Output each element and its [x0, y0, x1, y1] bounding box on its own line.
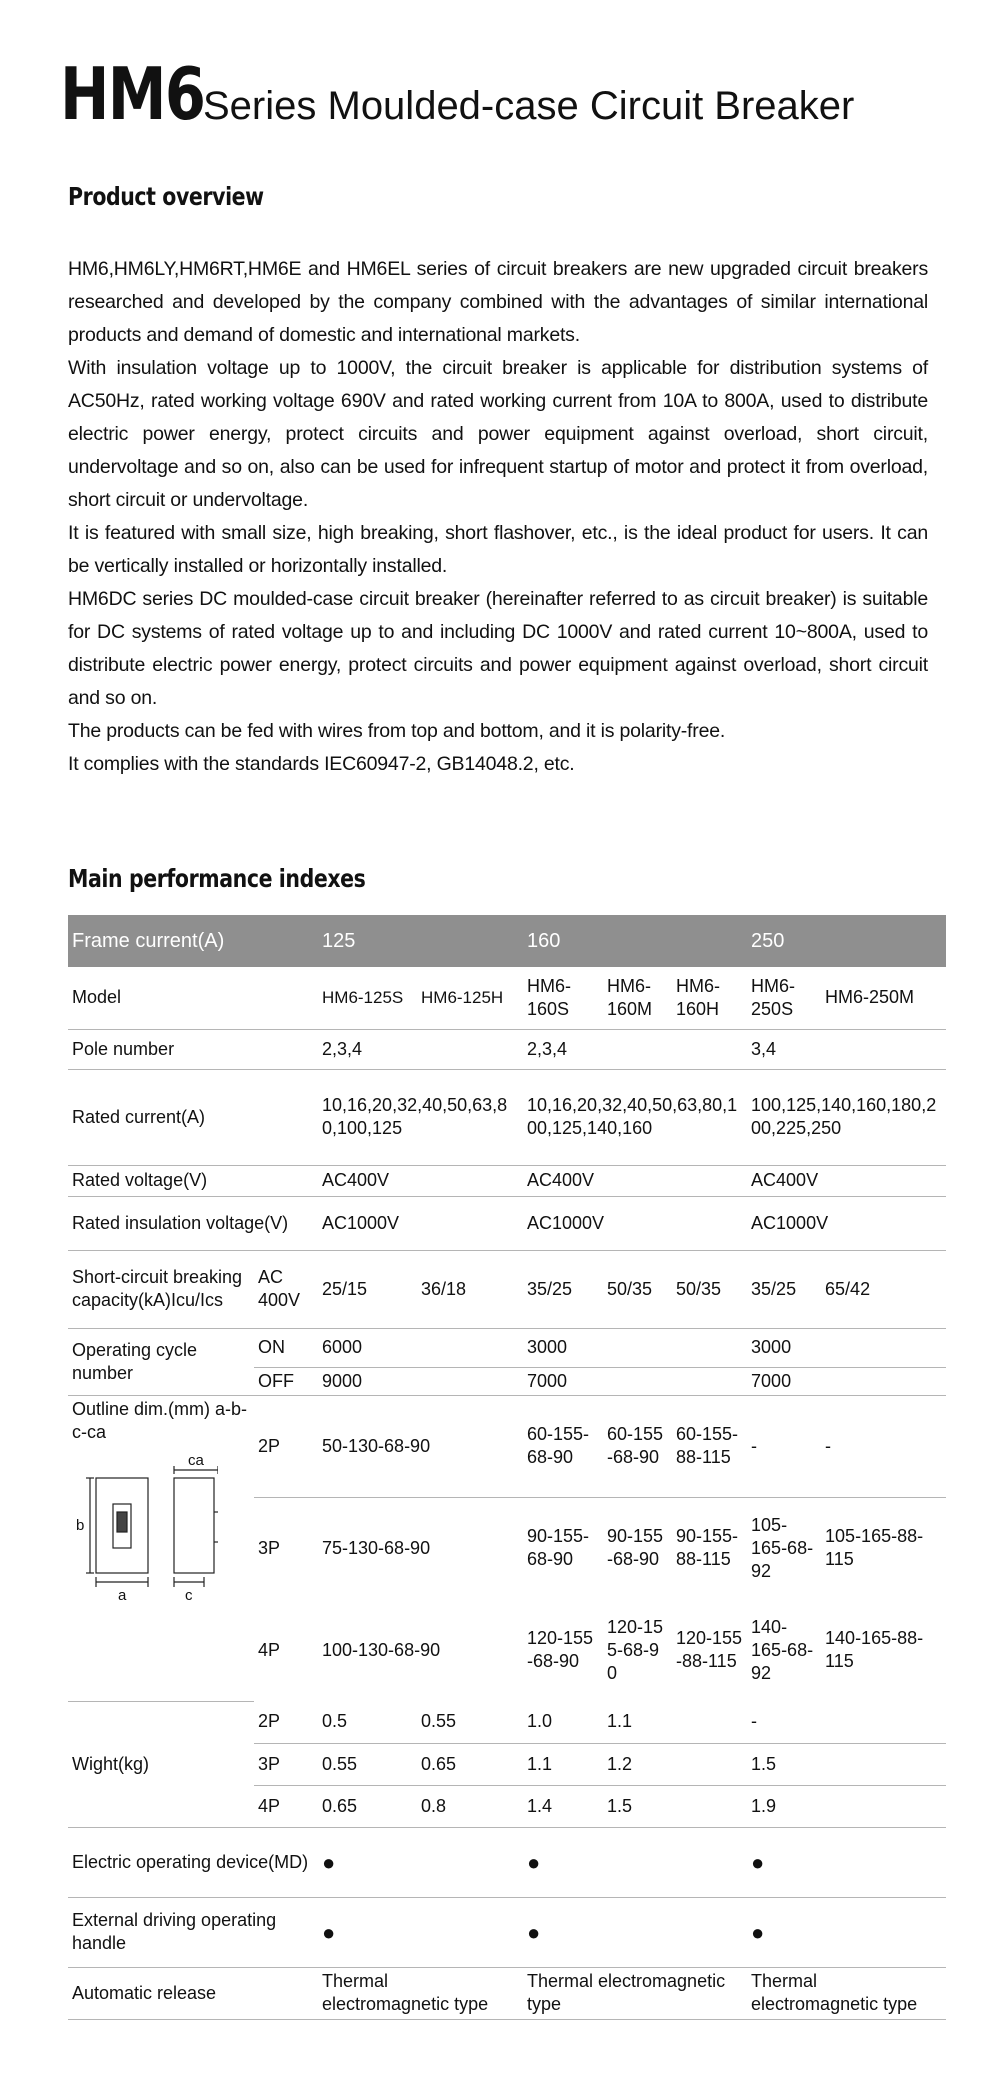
outline-cell: 140-165-68-92: [751, 1616, 814, 1683]
row-label-rated-voltage: Rated voltage(V): [68, 1165, 318, 1196]
breaking-cell: 25/15: [318, 1250, 417, 1328]
table-row: [68, 1395, 946, 1497]
cycle-off-cell: 9000: [318, 1367, 523, 1395]
weight-cell: -: [747, 1701, 946, 1743]
outline-cell: 140-165-88-115: [825, 1628, 924, 1671]
outline-cell: 120-155-68-90: [527, 1628, 594, 1671]
weight-cell: 0.55: [318, 1743, 417, 1785]
weight-cell: 1.1: [603, 1701, 747, 1743]
model-cell: HM6-160H: [672, 967, 747, 1029]
breaking-cell: 36/18: [417, 1250, 523, 1328]
outline-cell: 75-130-68-90: [322, 1537, 431, 1558]
outline-sub: 4P: [258, 1639, 281, 1660]
rated-voltage-cell: AC400V: [318, 1165, 523, 1196]
outline-cell: 100-130-68-90: [322, 1639, 441, 1660]
table-row: [68, 1328, 946, 1367]
cycle-on-cell: 3000: [747, 1328, 946, 1367]
table-row: [68, 1701, 946, 1743]
table-row: [68, 1250, 946, 1328]
rated-current-cell: 10,16,20,32,40,50,63,80,100,125: [318, 1069, 523, 1165]
breaking-cell: 35/25: [523, 1250, 603, 1328]
outline-sub: 3P: [258, 1537, 281, 1558]
frame-250: 250: [747, 915, 946, 967]
frame-125: 125: [318, 915, 523, 967]
outline-cell: 60-155-88-115: [672, 1395, 747, 1497]
breaking-sub: AC 400V: [254, 1250, 318, 1328]
auto-release-cell: Thermal electromagnetic type: [747, 1967, 946, 2019]
table-row: [68, 1165, 946, 1196]
insulation-cell: AC1000V: [318, 1196, 523, 1250]
outline-dimension-diagram: [72, 1452, 218, 1602]
outline-cell: 90-155-68-90: [607, 1526, 664, 1570]
cycle-off-cell: 7000: [747, 1367, 946, 1395]
overview-paragraph: HM6,HM6LY,HM6RT,HM6E and HM6EL series of circuit breakers are new upgraded circuit breakers researched and developed by the company combined with the advantages of similar international products and demand of domestic and international markets.: [68, 258, 928, 346]
outline-cell: 60-155-68-90: [523, 1395, 603, 1497]
model-cell: HM6-160S: [523, 967, 603, 1029]
row-label-auto-release: Automatic release: [68, 1967, 318, 2019]
cycle-on-sub: ON: [254, 1328, 318, 1367]
weight-cell: 1.5: [603, 1785, 747, 1827]
diagram-label-ca: ca: [188, 1451, 204, 1469]
cycle-off-cell: 7000: [523, 1367, 747, 1395]
outline-cell: 90-155-88-115: [676, 1526, 739, 1570]
outline-cell: 105-165-68-92: [751, 1514, 814, 1581]
insulation-cell: AC1000V: [747, 1196, 946, 1250]
table-row: [68, 1196, 946, 1250]
frame-current-label: Frame current(A): [68, 915, 318, 967]
weight-sub: 3P: [254, 1743, 318, 1785]
row-label-weight: Wight(kg): [68, 1701, 254, 1827]
feature-dot: ●: [747, 1827, 946, 1897]
table-header-row: [68, 915, 946, 967]
outline-cell: -: [747, 1395, 821, 1497]
diagram-label-b: b: [76, 1516, 85, 1534]
breaking-cell: 50/35: [672, 1250, 747, 1328]
table-row: [68, 1029, 946, 1069]
model-cell: HM6-250S: [747, 967, 821, 1029]
diagram-label-c: c: [185, 1586, 193, 1602]
feature-dot: ●: [318, 1827, 523, 1897]
frame-160: 160: [523, 915, 747, 967]
weight-cell: 1.2: [603, 1743, 747, 1785]
weight-sub: 2P: [254, 1701, 318, 1743]
row-label-breaking: Short-circuit breaking capacity(kA)Icu/Ics: [68, 1250, 254, 1328]
row-label-rated-current: Rated current(A): [68, 1069, 318, 1165]
overview-paragraph: The products can be fed with wires from top and bottom, and it is polarity-free.: [68, 720, 726, 742]
overview-paragraph: HM6DC series DC moulded-case circuit breaker (hereinafter referred to as circuit breaker) is suitable for DC systems of rated voltage up to and including DC 1000V and rated current 10~800A, used to distribute electric power energy, protect circuits and power equipment against overload, short circuit and so on.: [68, 588, 928, 709]
weight-cell: 0.55: [417, 1701, 523, 1743]
row-label-insulation: Rated insulation voltage(V): [68, 1196, 318, 1250]
outline-cell: 120-155-88-115: [676, 1628, 743, 1671]
row-label-external-handle: External driving operating handle: [68, 1897, 318, 1967]
feature-dot: ●: [523, 1897, 747, 1967]
overview-paragraph: It complies with the standards IEC60947-2, GB14048.2, etc.: [68, 753, 575, 775]
outline-cell: 60-155-68-90: [603, 1395, 672, 1497]
title-series: Series Moulded-case Circuit Breaker: [203, 84, 855, 128]
overview-heading: Product overview: [68, 182, 264, 211]
model-cell: HM6-125S: [318, 967, 417, 1029]
weight-cell: 1.1: [523, 1743, 603, 1785]
outline-cell: 120-155-68-90: [607, 1616, 664, 1683]
performance-heading: Main performance indexes: [68, 864, 366, 893]
weight-cell: 1.0: [523, 1701, 603, 1743]
outline-cell: 50-130-68-90: [318, 1395, 523, 1497]
weight-cell: 0.65: [318, 1785, 417, 1827]
feature-dot: ●: [523, 1827, 747, 1897]
breaking-cell: 65/42: [821, 1250, 946, 1328]
performance-table: [68, 915, 946, 2020]
weight-cell: 1.5: [747, 1743, 946, 1785]
auto-release-cell: Thermal electromagnetic type: [523, 1967, 747, 2019]
title-model: HM6: [60, 52, 205, 136]
model-cell: HM6-125H: [417, 967, 523, 1029]
feature-dot: ●: [318, 1897, 523, 1967]
cycle-on-cell: 6000: [318, 1328, 523, 1367]
rated-current-cell: 10,16,20,32,40,50,63,80,100,125,140,160: [523, 1069, 747, 1165]
cycle-off-sub: OFF: [254, 1367, 318, 1395]
pole-cell: 3,4: [747, 1029, 946, 1069]
cycle-on-cell: 3000: [523, 1328, 747, 1367]
feature-dot: ●: [747, 1897, 946, 1967]
model-cell: HM6-250M: [821, 967, 946, 1029]
weight-sub: 4P: [254, 1785, 318, 1827]
rated-voltage-cell: AC400V: [523, 1165, 747, 1196]
row-label-cycle: Operating cycle number: [68, 1328, 254, 1395]
row-label-outline: Outline dim.(mm) a-b-c-ca: [72, 1398, 248, 1442]
table-row: [68, 967, 946, 1029]
diagram-label-a: a: [118, 1586, 127, 1602]
outline-label-cell: [68, 1395, 254, 1701]
weight-cell: 1.4: [523, 1785, 603, 1827]
rated-current-cell: 100,125,140,160,180,200,225,250: [747, 1069, 946, 1165]
outline-cell: -: [821, 1395, 946, 1497]
pole-cell: 2,3,4: [318, 1029, 523, 1069]
insulation-cell: AC1000V: [523, 1196, 747, 1250]
model-cell: HM6-160M: [603, 967, 672, 1029]
weight-cell: 0.5: [318, 1701, 417, 1743]
outline-sub: 2P: [254, 1395, 318, 1497]
overview-paragraph: It is featured with small size, high breaking, short flashover, etc., is the ideal product for users. It can be vertically installed or horizontally installed.: [68, 522, 928, 577]
table-row: [68, 1827, 946, 1897]
weight-cell: 0.65: [417, 1743, 523, 1785]
weight-cell: 1.9: [747, 1785, 946, 1827]
row-label-electric-operating: Electric operating device(MD): [68, 1827, 318, 1897]
row-label-pole: Pole number: [68, 1029, 318, 1069]
rated-voltage-cell: AC400V: [747, 1165, 946, 1196]
overview-paragraph: With insulation voltage up to 1000V, the circuit breaker is applicable for distribution systems of AC50Hz, rated working voltage 690V and rated working current from 10A to 800A, used to distribute electric power energy, protect circuits and power equipment against overload, short circuit, undervoltage and so on, also can be used for infrequent startup of motor and protect it from overload, short circuit or undervoltage.: [68, 357, 928, 511]
pole-cell: 2,3,4: [523, 1029, 747, 1069]
page-title: [60, 52, 854, 136]
table-row: [68, 1897, 946, 1967]
breaking-cell: 35/25: [747, 1250, 821, 1328]
overview-body: [68, 253, 928, 781]
breaking-cell: 50/35: [603, 1250, 672, 1328]
outline-cell: 105-165-88-115: [825, 1526, 924, 1570]
outline-cell: 90-155-68-90: [527, 1526, 590, 1570]
table-row: [68, 1967, 946, 2019]
auto-release-cell: Thermal electromagnetic type: [318, 1967, 523, 2019]
row-label-model: Model: [68, 967, 318, 1029]
table-row: [68, 1069, 946, 1165]
weight-cell: 0.8: [417, 1785, 523, 1827]
